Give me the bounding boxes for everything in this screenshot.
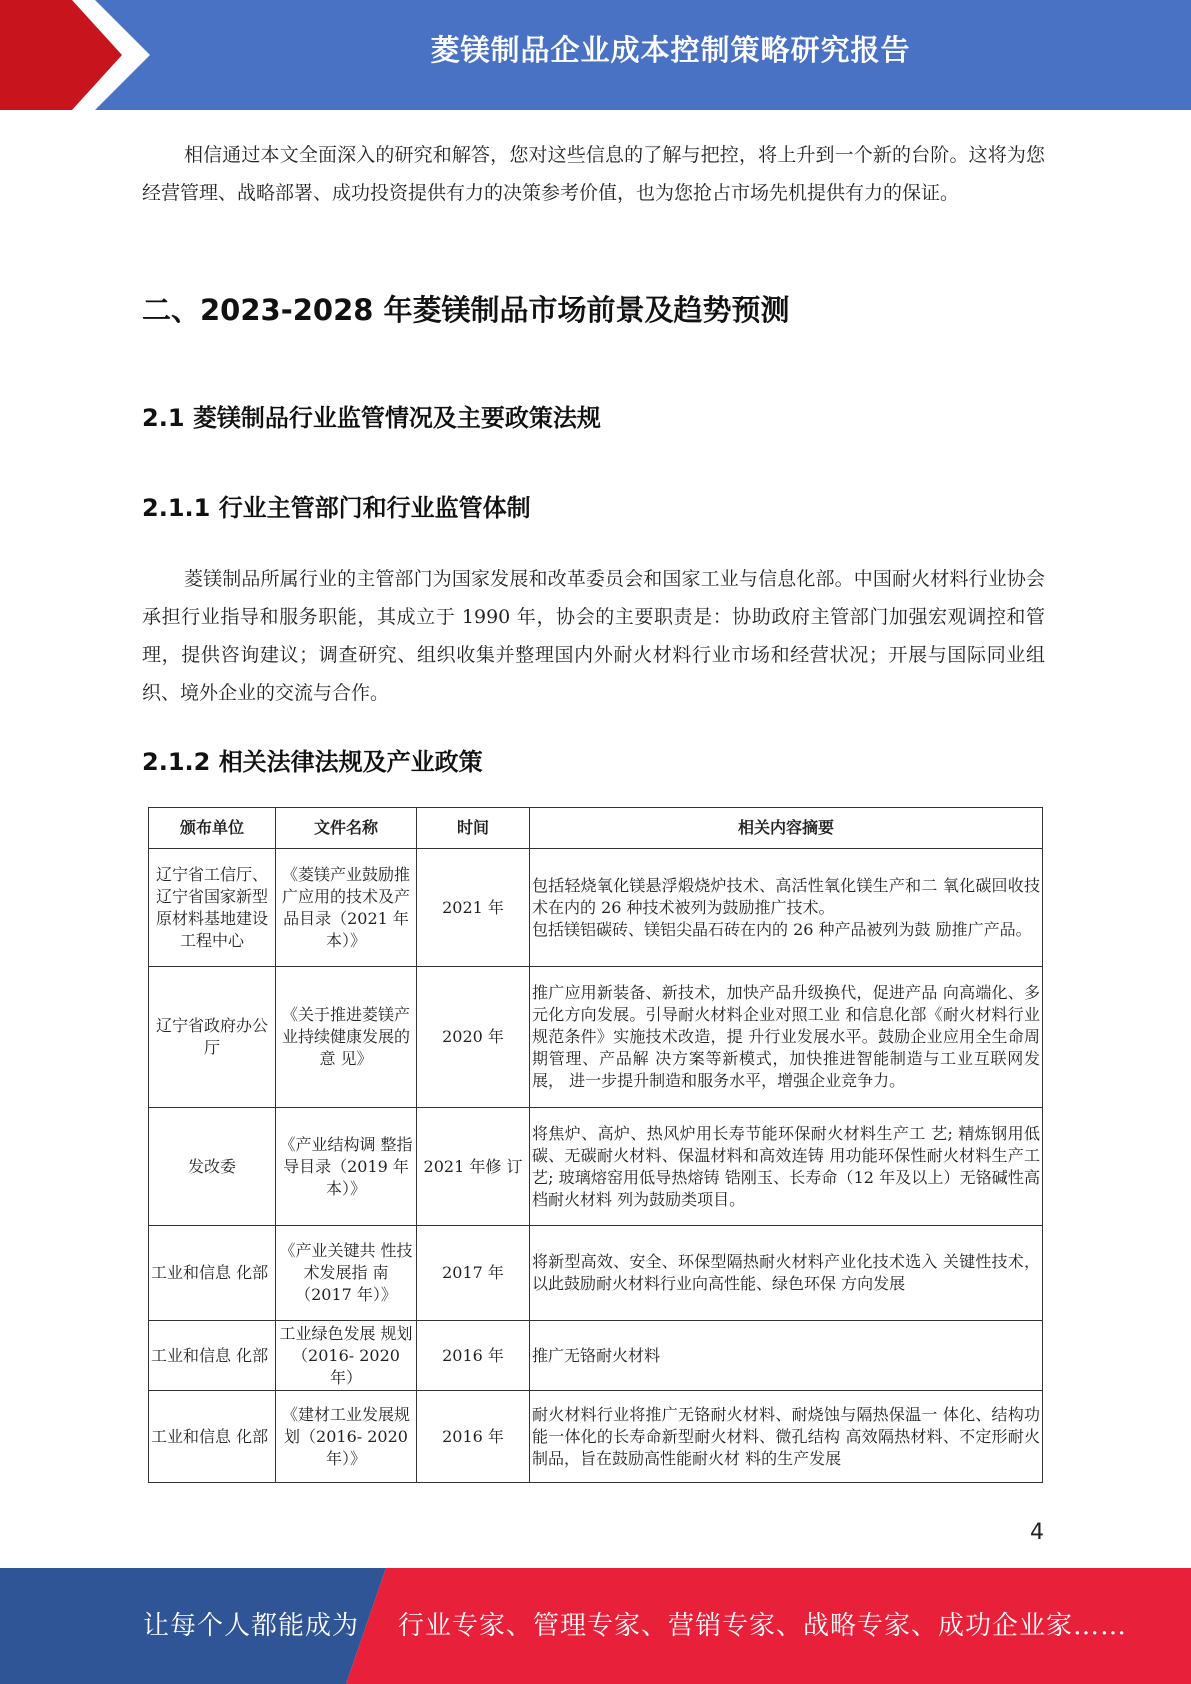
cell-summary: 耐火材料行业将推广无铬耐火材料、耐烧蚀与隔热保温一 体化、结构功能一体化的长寿命新型耐火材料、微孔结构 高效隔热材料、不定形耐火制品，旨在鼓励高性能耐火材 料的生产发展 [530, 1391, 1043, 1483]
subsection-heading-2-1: 2.1 菱镁制品行业监管情况及主要政策法规 [142, 404, 601, 432]
page-footer [0, 1568, 1191, 1684]
cell-issuer: 辽宁省政府办公厅 [149, 967, 276, 1108]
subsection-heading-2-1-1: 2.1.1 行业主管部门和行业监管体制 [142, 494, 531, 522]
cell-issuer: 工业和信息 化部 [149, 1226, 276, 1321]
cell-document: 工业绿色发展 规划（2016- 2020 年） [276, 1321, 417, 1391]
cell-summary: 推广应用新装备、新技术，加快产品升级换代，促进产品 向高端化、多元化方向发展。引导耐火材料企业对照工业 和信息化部《耐火材料行业规范条件》实施技术改造，提 升行业发展水平。鼓励企业应用全生命周期管理、产品解 决方案等新模式，加快推进智能制造与工业互联网发展， 进一步提升制造和服务水平，增强企业竞争力。 [530, 967, 1043, 1108]
cell-date: 2021 年 [417, 849, 530, 967]
header-document: 文件名称 [276, 808, 417, 849]
header-issuer: 颁布单位 [149, 808, 276, 849]
cell-document: 《产业关键共 性技术发展指 南（2017 年）》 [276, 1226, 417, 1321]
section-heading: 二、2023-2028 年菱镁制品市场前景及趋势预测 [142, 293, 790, 327]
subsection-heading-2-1-2: 2.1.2 相关法律法规及产业政策 [142, 748, 483, 776]
cell-date: 2016 年 [417, 1391, 530, 1483]
table-row [149, 1226, 1043, 1321]
footer-slogan-right: 行业专家、管理专家、营销专家、战略专家、成功企业家…… [398, 1611, 1128, 1641]
intro-paragraph: 相信通过本文全面深入的研究和解答，您对这些信息的了解与把控，将上升到一个新的台阶。这将为您经营管理、战略部署、成功投资提供有力的决策参考价值，也为您抢占市场先机提供有力的保证。 [142, 144, 1045, 204]
table-header-row [149, 808, 1043, 849]
table-row [149, 1108, 1043, 1226]
cell-issuer: 工业和信息 化部 [149, 1321, 276, 1391]
cell-date: 2017 年 [417, 1226, 530, 1321]
table-row [149, 967, 1043, 1108]
cell-document: 《产业结构调 整指导目录（2019 年本）》 [276, 1108, 417, 1226]
table-row [149, 849, 1043, 967]
page-header [0, 0, 1191, 110]
cell-document: 《菱镁产业鼓励推广应用的技术及产品目录（2021 年本）》 [276, 849, 417, 967]
cell-date: 2021 年修 订 [417, 1108, 530, 1226]
cell-document: 《建材工业发展规划（2016- 2020 年）》 [276, 1391, 417, 1483]
header-summary: 相关内容摘要 [530, 808, 1043, 849]
footer-slogan-left: 让每个人都能成为 [143, 1611, 360, 1641]
policy-table [148, 807, 1043, 1483]
table-row [149, 1391, 1043, 1483]
cell-issuer: 工业和信息 化部 [149, 1391, 276, 1483]
page-number: 4 [1030, 1520, 1044, 1545]
cell-summary: 将新型高效、安全、环保型隔热耐火材料产业化技术选入 关键性技术，以此鼓励耐火材料行业向高性能、绿色环保 方向发展 [530, 1226, 1043, 1321]
cell-date: 2016 年 [417, 1321, 530, 1391]
cell-issuer: 辽宁省工信厅、辽宁省国家新型原材料基地建设工程中心 [149, 849, 276, 967]
cell-document: 《关于推进菱镁产业持续健康发展的意 见》 [276, 967, 417, 1108]
cell-summary: 推广无铬耐火材料 [530, 1321, 1043, 1391]
cell-summary: 将焦炉、高炉、热风炉用长寿节能环保耐火材料生产工 艺; 精炼钢用低碳、无碳耐火材料、保温材料和高效连铸 用功能环保性耐火材料生产工艺; 玻璃熔窑用低导热熔铸 锆刚玉、长寿命（12 年及以上）无铬碱性高档耐火材料 列为鼓励类项目。 [530, 1108, 1043, 1226]
header-date: 时间 [417, 808, 530, 849]
cell-issuer: 发改委 [149, 1108, 276, 1226]
table-row [149, 1321, 1043, 1391]
report-title: 菱镁制品企业成本控制策略研究报告 [430, 33, 911, 67]
cell-summary: 包括轻烧氧化镁悬浮煅烧炉技术、高活性氧化镁生产和二 氧化碳回收技术在内的 26 种技术被列为鼓励推广技术。 包括镁铝碳砖、镁铝尖晶石砖在内的 26 种产品被列为鼓 励推广产品。 [530, 849, 1043, 967]
regulator-paragraph: 菱镁制品所属行业的主管部门为国家发展和改革委员会和国家工业与信息化部。中国耐火材料行业协会承担行业指导和服务职能，其成立于 1990 年，协会的主要职责是：协助政府主管部门加强宏观调控和管理，提供咨询建议；调查研究、组织收集并整理国内外耐火材料行业市场和经营状况；开展与国际同业组织、境外企业的交流与合作。 [142, 568, 1045, 704]
cell-date: 2020 年 [417, 967, 530, 1108]
